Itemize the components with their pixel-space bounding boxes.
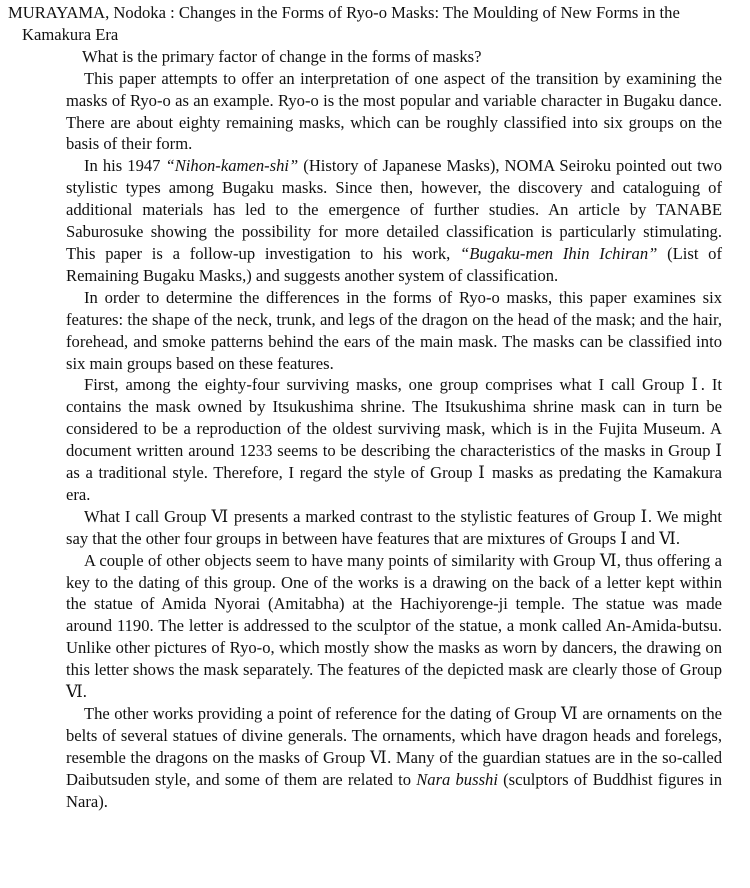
book-title: “Bugaku-men Ihin Ichiran” <box>460 243 658 263</box>
paragraph-group-one: First, among the eighty-four surviving masks, one group comprises what I call Group Ⅰ. It contains the mask owned by Itsukushima shrine. The Itsukushima shrine mask can in turn be considered to be a reproduction of the oldest surviving mask, which is in the Fujita Museum. A document written around 1233 seems to be describing the characteristics of the masks in Group Ⅰ as a traditional style. Therefore, I regard the style of Group Ⅰ masks as predating the Kamakura era. <box>66 375 722 504</box>
article-header <box>8 2 722 46</box>
paragraph-text: In his 1947 <box>84 156 166 176</box>
article-body <box>66 68 722 813</box>
paragraph-group-six: What I call Group Ⅵ presents a marked contrast to the stylistic features of Group Ⅰ. We might say that the other four groups in between have features that are mixtures of Groups Ⅰ and Ⅵ. <box>66 506 722 548</box>
paragraph-text: (List of Remaining Bugaku Masks,) and suggests another system of classification. <box>66 243 722 285</box>
paragraph-dating-ornaments <box>66 703 722 813</box>
paragraph-background <box>66 155 722 286</box>
paragraph-text: (sculptors of Buddhist figures in Nara). <box>66 769 722 811</box>
paragraph-method: In order to determine the differences in the forms of Ryo-o masks, this paper examines six features: the shape of the neck, trunk, and legs of the dragon on the head of the mask; and the hair, forehead, and smoke patterns behind the ears of the main mask. The masks can be classified into six main groups based on these features. <box>66 287 722 373</box>
paragraph-text: (History of Japanese Masks), NOMA Seiroku pointed out two stylistic types among Bugaku masks. Since then, however, the discovery and cataloguing of additional materials has led to the emergence of further studies. An article by TANABE Saburosuke showing the possibility for more detailed classification is particularly stimulating. This paper is a follow-up investigation to his work, <box>66 156 722 263</box>
paragraph-intro: This paper attempts to offer an interpretation of one aspect of the transition by examining the masks of Ryo-o as an example. Ryo-o is the most popular and variable character in Bugaku dance. There are about eighty remaining masks, which can be roughly classified into six groups on the basis of their form. <box>66 68 722 154</box>
article-title: MURAYAMA, Nodoka : Changes in the Forms of Ryo-o Masks: The Moulding of New Forms in the Kamakura Era <box>8 3 680 44</box>
book-title: “Nihon-kamen-shi” <box>165 156 299 176</box>
paragraph-dating-letter: A couple of other objects seem to have many points of similarity with Group Ⅵ, thus offering a key to the dating of this group. One of the works is a drawing on the back of a letter kept within the statue of Amida Nyorai (Amitabha) at the Hachiyorenge-ji temple. The statue was made around 1190. The letter is addressed to the sculptor of the statue, a monk called An-Amida-butsu. Unlike other pictures of Ryo-o, which mostly show the masks as worn by dancers, the drawing on this letter shows the mask separately. The features of the depicted mask are clearly those of Group Ⅵ. <box>66 550 722 702</box>
research-question: What is the primary factor of change in the forms of masks? <box>82 46 482 66</box>
paragraph-text: The other works providing a point of reference for the dating of Group Ⅵ are ornaments on the belts of several statues of divine generals. The ornaments, which have dragon heads and forelegs, resemble the dragons on the masks of Group Ⅵ. Many of the guardian statues are in the so-called Daibutsuden style, and some of them are related to <box>66 704 722 789</box>
italic-term: Nara busshi <box>416 769 498 789</box>
